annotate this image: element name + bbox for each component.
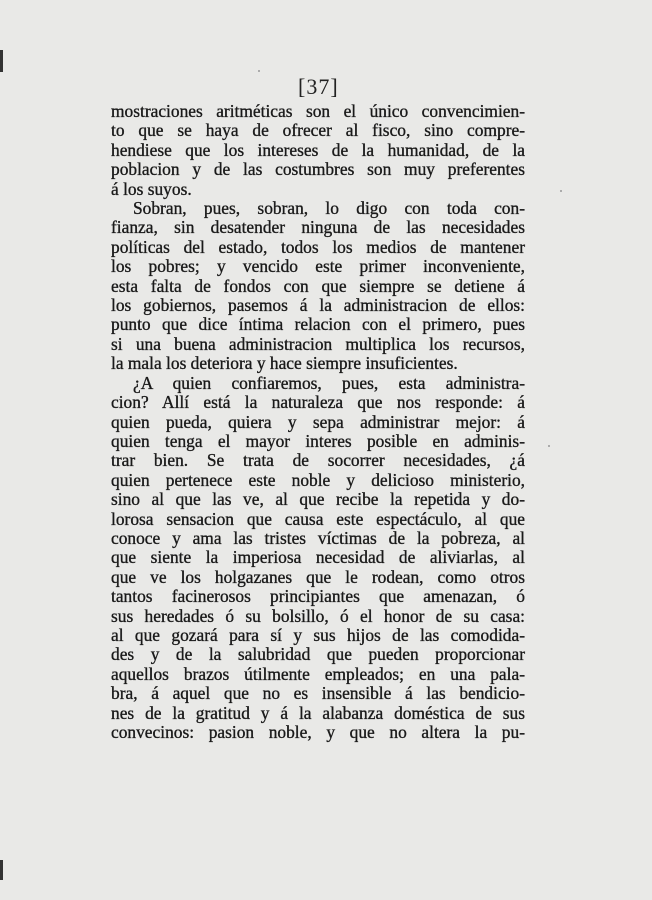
text-line: fianza, sin desatender ninguna de las necesidades bbox=[111, 217, 525, 238]
scan-speck bbox=[548, 445, 550, 447]
scan-speck bbox=[560, 190, 562, 192]
text-line: sino al que las ve, al que recibe la repetida y do- bbox=[111, 489, 525, 510]
text-line: si una buena administracion multiplica los recursos, bbox=[111, 333, 525, 354]
text-line: sus heredades ó su bolsillo, ó el honor de su casa: bbox=[111, 605, 525, 626]
text-line: cion? Allí está la naturaleza que nos responde: á bbox=[111, 392, 525, 413]
page-number: [37] bbox=[298, 74, 339, 99]
text-line: Sobran, pues, sobran, lo digo con toda con- bbox=[133, 198, 525, 219]
text-line: los gobiernos, pasemos á la administracion de ellos: bbox=[111, 295, 525, 316]
text-line: lorosa sensacion que causa este espectáculo, al que bbox=[111, 508, 525, 529]
text-line: que ve los holgazanes que le rodean, como otros bbox=[111, 566, 525, 587]
text-line: á los suyos. bbox=[111, 178, 192, 199]
text-line: que siente la imperiosa necesidad de aliviarlas, al bbox=[111, 547, 525, 568]
text-line: ¿A quien confiaremos, pues, esta administra- bbox=[133, 372, 525, 393]
text-line: trar bien. Se trata de socorrer necesidades, ¿á bbox=[111, 450, 525, 471]
text-line: los pobres; y vencido este primer inconveniente, bbox=[111, 256, 525, 277]
text-line: políticas del estado, todos los medios de mantener bbox=[111, 236, 525, 257]
scan-edge-mark bbox=[0, 50, 3, 72]
text-line: esta falta de fondos con que siempre se detiene á bbox=[111, 275, 525, 296]
text-line: punto que dice íntima relacion con el primero, pues bbox=[111, 314, 525, 335]
text-line: al que gozará para sí y sus hijos de las comodida- bbox=[111, 624, 525, 645]
scan-speck bbox=[258, 70, 260, 72]
text-line: nes de la gratitud y á la alabanza doméstica de sus bbox=[111, 702, 525, 723]
text-line: mostraciones aritméticas son el único convencimien- bbox=[111, 101, 525, 121]
text-line: conoce y ama las tristes víctimas de la pobreza, al bbox=[111, 527, 525, 548]
text-line: to que se haya de ofrecer al fisco, sino compre- bbox=[111, 120, 525, 141]
scan-edge-mark bbox=[0, 860, 3, 880]
body-text bbox=[111, 102, 525, 742]
text-line: bra, á aquel que no es insensible á las bendicio- bbox=[111, 683, 525, 704]
text-line: des y de la salubridad que pueden proporcionar bbox=[111, 644, 525, 665]
text-line: quien pueda, quiera y sepa administrar mejor: á bbox=[111, 411, 525, 432]
text-line: poblacion y de las costumbres son muy preferentes bbox=[111, 159, 525, 180]
text-line: convecinos: pasion noble, y que no altera la pu- bbox=[111, 722, 525, 742]
text-line: la mala los deteriora y hace siempre insuficientes. bbox=[111, 353, 458, 374]
text-line: aquellos brazos útilmente empleados; en una pala- bbox=[111, 663, 525, 684]
text-line: quien tenga el mayor interes posible en adminis- bbox=[111, 430, 525, 451]
text-line: tantos facinerosos principiantes que amenazan, ó bbox=[111, 586, 525, 607]
text-line: quien pertenece este noble y delicioso ministerio, bbox=[111, 469, 525, 490]
text-line: hendiese que los intereses de la humanidad, de la bbox=[111, 139, 525, 160]
